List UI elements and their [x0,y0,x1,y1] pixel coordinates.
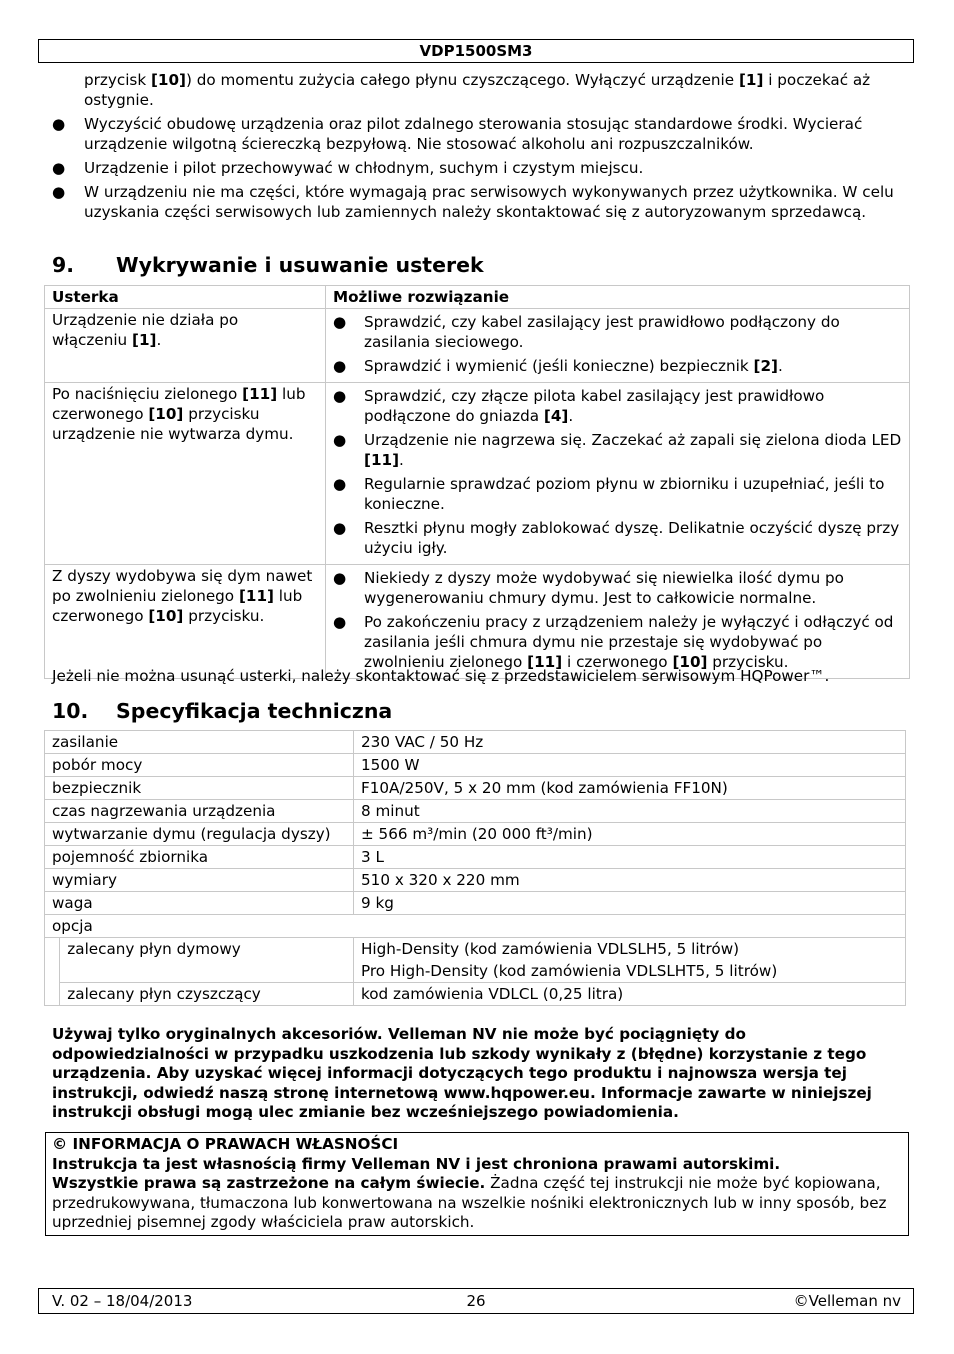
table-row: zalecany płyn czyszczący kod zamówienia VDLCL (0,25 litra) [45,983,906,1006]
table-row: pojemność zbiornika 3 L [45,846,906,869]
list-item: ● Wyczyścić obudowę urządzenia oraz pilot zdalnego sterowania stosując standardowe środki. Wycierać urządzenie wilgotną ściereczką bezpyłową. Nie stosować alkoholu ani rozpuszczalników. [52,115,863,153]
accessories-notice: Używaj tylko oryginalnych akcesoriów. Velleman NV nie może być pociągnięty do odpowiedzialności w przypadku uszkodzenia lub szkody wynikały z (błędne) korzystanie z tego urządzenia. Aby uzyskać więcej informacji dotyczących tego produktu i najnowsza wersja tej instrukcji, odwiedź naszą stronę internetową www.hqpower.eu. Informacje zawarte w niniejszej instrukcji obsługi mogą ulec zmianie bez wcześniejszego powiadomienia. [52,1025,872,1121]
table-row: waga 9 kg [45,892,906,915]
table-header-row [45,286,910,309]
solution-cell [326,565,910,679]
bullet-icon: ● [333,431,347,449]
list-item: ● Sprawdzić i wymienić (jeśli konieczne) bezpiecznik [2]. [333,357,783,375]
table-row: wytwarzanie dymu (regulacja dyszy) ± 566 m³/min (20 000 ft³/min) [45,823,906,846]
options-label: opcja [45,915,906,938]
list-item: ● Sprawdzić, czy kabel zasilający jest prawidłowo podłączony do zasilania sieciowego. [333,313,840,351]
version-label: V. 02 – 18/04/2013 [52,1292,193,1310]
bullet-icon: ● [333,387,347,405]
list-item: ● Po zakończeniu pracy z urządzeniem należy je wyłączyć i odłączyć od zasilania jeśli chmura dymu nie przestaje się wydobywać po zwolnieniu zielonego [11] i czerwonego [10] przycisku. [333,613,894,671]
list-item: ● W urządzeniu nie ma części, które wymagają prac serwisowych wykonywanych przez użytkownika. W celu uzyskania części serwisowych lub zamiennych należy skontaktować się z autoryzowanym sprzedawcą. [52,183,894,221]
fault-cell: Urządzenie nie działa po włączeniu [1]. [45,309,326,383]
troubleshooting-table [44,285,910,679]
table-row [45,565,910,679]
table-row [45,915,906,938]
copyright-title: © INFORMACJA O PRAWACH WŁASNOŚCI [52,1135,399,1153]
bullet-icon: ● [52,115,66,133]
bullet-icon: ● [333,475,347,493]
bullet-icon: ● [333,519,347,537]
bullet-icon: ● [333,569,347,587]
table-row: bezpiecznik F10A/250V, 5 x 20 mm (kod zamówienia FF10N) [45,777,906,800]
solution-cell [326,309,910,383]
bullet-icon: ● [333,313,347,331]
service-note: Jeżeli nie można usunąć usterki, należy skontaktować się z przedstawicielem serwisowym HQPower™. [52,667,830,685]
table-row: zasilanie 230 VAC / 50 Hz [45,731,906,754]
bullet-icon: ● [333,613,347,631]
list-item: ● Urządzenie i pilot przechowywać w chłodnym, suchym i czystym miejscu. [52,159,644,177]
document-header [38,39,914,63]
section-heading-specifications: 10. Specyfikacja techniczna [52,699,393,723]
table-row: czas nagrzewania urządzenia 8 minut [45,800,906,823]
list-item: ● Niekiedy z dyszy może wydobywać się niewielka ilość dymu po wygenerowaniu chmury dymu. Jest to całkowicie normalne. [333,569,844,607]
fault-cell: Z dyszy wydobywa się dym nawet po zwolnieniu zielonego [11] lub czerwonego [10] przycisku. [45,565,326,679]
table-row [45,383,910,565]
list-item: ● Sprawdzić, czy złącze pilota kabel zasilający jest prawidłowo podłączone do gniazda [4]. [333,387,825,425]
model-name: VDP1500SM3 [419,42,533,60]
table-row: pobór mocy 1500 W [45,754,906,777]
list-item: ● Regularnie sprawdzać poziom płynu w zbiorniku i uzupełniać, jeśli to konieczne. [333,475,885,513]
page-number: 26 [466,1292,486,1310]
fault-cell: Po naciśnięciu zielonego [11] lub czerwonego [10] przycisku urządzenie nie wytwarza dymu. [45,383,326,565]
table-row: zalecany płyn dymowy High-Density (kod zamówienia VDLSLH5, 5 litrów) Pro High-Density (kod zamówienia VDLSLHT5, 5 litrów) [45,938,906,983]
intro-section [52,70,907,226]
list-item: ● Resztki płynu mogły zablokować dyszę. Delikatnie oczyścić dyszę przy użyciu igły. [333,519,900,557]
solution-cell [326,383,910,565]
bullet-icon: ● [333,357,347,375]
column-header: Możliwe rozwiązanie [326,286,910,309]
continued-paragraph: przycisk [10]) do momentu zużycia całego płynu czyszczącego. Wyłączyć urządzenie [1] i poczekać aż ostygnie. [84,71,871,109]
bullet-icon: ● [52,159,66,177]
list-item: ● Urządzenie nie nagrzewa się. Zaczekać aż zapali się zielona dioda LED [11]. [333,431,902,469]
copyright-box: © INFORMACJA O PRAWACH WŁASNOŚCI Instrukcja ta jest własnością firmy Velleman NV i jest chroniona prawami autorskimi. Wszystkie prawa są zastrzeżone na całym świecie. Żadna część tej instrukcji nie może być kopiowana, przedrukowywana, tłumaczona lub konwertowana na wszelkie nośniki elektronicznych lub w inny sposób, bez uprzedniej pisemnej zgody właściciela praw autorskich. [45,1132,909,1236]
table-row [45,309,910,383]
bullet-icon: ● [52,183,66,201]
page-footer [38,1288,914,1314]
table-row: wymiary 510 x 320 x 220 mm [45,869,906,892]
specifications-table [44,730,906,1006]
copyright-owner: ©Velleman nv [793,1292,901,1310]
section-heading-troubleshooting: 9. Wykrywanie i usuwanie usterek [52,253,484,277]
column-header: Usterka [45,286,326,309]
